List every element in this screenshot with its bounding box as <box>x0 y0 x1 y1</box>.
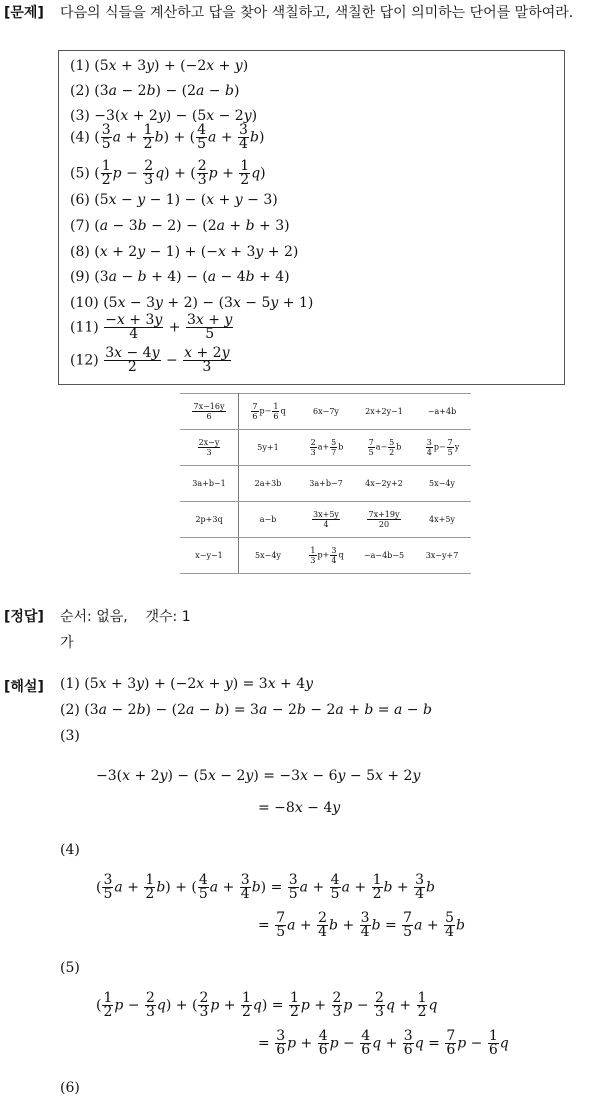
grid-cell[interactable]: 3a+b−7 <box>297 466 355 502</box>
solution-6-num: (6) <box>60 1080 80 1096</box>
solution-5-line2: = $\frac{3}{6}$ p + $\frac{4}{6}$ p − $\frac{4}{6}$ q + $\frac{3}{6}$ q = $\frac{7}{6}$ p − $\frac{1}{6}$ q <box>258 1028 509 1058</box>
problem-item-8: (8) (x + 2y − 1) + (−x + 3y + 2) <box>70 244 299 260</box>
grid-cell[interactable]: −a+4b <box>413 394 471 430</box>
grid-cell[interactable]: $\frac{3}{4}$ p− $\frac{7}{5}$ y <box>413 430 471 466</box>
problem-item-3: (3) −3(x + 2y) − (5x − 2y) <box>70 108 258 124</box>
grid-cell[interactable]: $\frac{7x+19y}{20}$ <box>355 502 413 538</box>
grid-cell[interactable]: $\frac{7x-16y}{6}$ <box>180 394 239 430</box>
grid-cell[interactable]: 5x−4y <box>413 466 471 502</box>
grid-cell[interactable]: $\frac{2x-y}{3}$ <box>180 430 239 466</box>
grid-cell[interactable]: $\frac{7}{6}$ p− $\frac{1}{6}$ q <box>239 394 298 430</box>
problem-item-1: (1) (5x + 3y) + (−2x + y) <box>70 58 249 74</box>
problem-label: [문제] <box>4 5 44 21</box>
grid-cell[interactable]: $\frac{3x+5y}{4}$ <box>297 502 355 538</box>
grid-cell[interactable]: −a−4b−5 <box>355 538 413 574</box>
problem-item-9: (9) (3a − b + 4) − (a − 4b + 4) <box>70 269 290 285</box>
solution-4-num: (4) <box>60 842 80 858</box>
grid-cell[interactable]: 2x+2y−1 <box>355 394 413 430</box>
problem-item-12: (12) $\frac{3x - 4y}{2}$ − $\frac{x + 2y}{3}$ <box>70 345 230 375</box>
answer-line1: 순서: 없음, 갯수: 1 <box>60 609 191 625</box>
solution-1: (1) (5x + 3y) + (−2x + y) = 3x + 4y <box>60 676 314 692</box>
problem-text: 다음의 식들을 계산하고 답을 찾아 색칠하고, 색칠한 답이 의미하는 단어를 말하여라. <box>60 5 574 21</box>
solution-label: [해설] <box>4 679 44 695</box>
problem-item-7: (7) (a − 3b − 2) − (2a + b + 3) <box>70 218 290 234</box>
problem-item-4: (4) ( $\frac{3}{5}$ a + $\frac{1}{2}$ b) + ( $\frac{4}{5}$ a + $\frac{3}{4}$ b) <box>70 122 265 152</box>
answer-line2: 가 <box>60 635 74 651</box>
grid-cell[interactable]: 4x−2y+2 <box>355 466 413 502</box>
solution-5-num: (5) <box>60 960 80 976</box>
grid-cell[interactable]: 6x−7y <box>297 394 355 430</box>
solution-3-line1: −3(x + 2y) − (5x − 2y) = −3x − 6y − 5x + 2y <box>96 768 421 784</box>
solution-4-line2: = $\frac{7}{5}$ a + $\frac{2}{4}$ b + $\frac{3}{4}$ b = $\frac{7}{5}$ a + $\frac{5}{4}$ b <box>258 910 465 940</box>
grid-cell[interactable]: 4x+5y <box>413 502 471 538</box>
grid-cell[interactable]: $\frac{1}{3}$ p+ $\frac{3}{4}$ q <box>297 538 355 574</box>
answer-grid <box>180 393 471 574</box>
solution-3-line2: = −8x − 4y <box>258 800 341 816</box>
solution-2: (2) (3a − 2b) − (2a − b) = 3a − 2b − 2a + b = a − b <box>60 702 432 718</box>
grid-cell[interactable]: 3x−y+7 <box>413 538 471 574</box>
problem-item-10: (10) (5x − 3y + 2) − (3x − 5y + 1) <box>70 295 314 311</box>
grid-cell[interactable]: $\frac{7}{5}$ a− $\frac{5}{2}$ b <box>355 430 413 466</box>
solution-4-line1: ( $\frac{3}{5}$ a + $\frac{1}{2}$ b) + ( $\frac{4}{5}$ a + $\frac{3}{4}$ b) = $\frac{3}{5}$ a + $\frac{4}{5}$ a + $\frac{1}{2}$ b + $\frac{3}{4}$ b <box>96 872 436 902</box>
grid-cell[interactable]: 5x−4y <box>239 538 298 574</box>
solution-5-line1: ( $\frac{1}{2}$ p − $\frac{2}{3}$ q) + ( $\frac{2}{3}$ p + $\frac{1}{2}$ q) = $\frac{1}{2}$ p + $\frac{2}{3}$ p − $\frac{2}{3}$ q + $\frac{1}{2}$ q <box>96 990 438 1020</box>
answer-label: [정답] <box>4 609 44 625</box>
grid-cell[interactable]: 2a+3b <box>239 466 298 502</box>
problem-item-11: (11) $\frac{-x + 3y}{4}$ + $\frac{3x + y}{5}$ <box>70 312 233 342</box>
grid-cell[interactable]: 5y+1 <box>239 430 298 466</box>
grid-cell[interactable]: a−b <box>239 502 298 538</box>
grid-cell[interactable]: $\frac{2}{3}$ a+ $\frac{5}{7}$ b <box>297 430 355 466</box>
problem-item-5: (5) ( $\frac{1}{2}$ p − $\frac{2}{3}$ q) + ( $\frac{2}{3}$ p + $\frac{1}{2}$ q) <box>70 158 266 188</box>
grid-cell[interactable]: 3a+b−1 <box>180 466 239 502</box>
problem-item-2: (2) (3a − 2b) − (2a − b) <box>70 83 240 99</box>
grid-cell[interactable]: x−y−1 <box>180 538 239 574</box>
grid-cell[interactable]: 2p+3q <box>180 502 239 538</box>
solution-3-num: (3) <box>60 728 80 744</box>
problem-item-6: (6) (5x − y − 1) − (x + y − 3) <box>70 192 278 208</box>
